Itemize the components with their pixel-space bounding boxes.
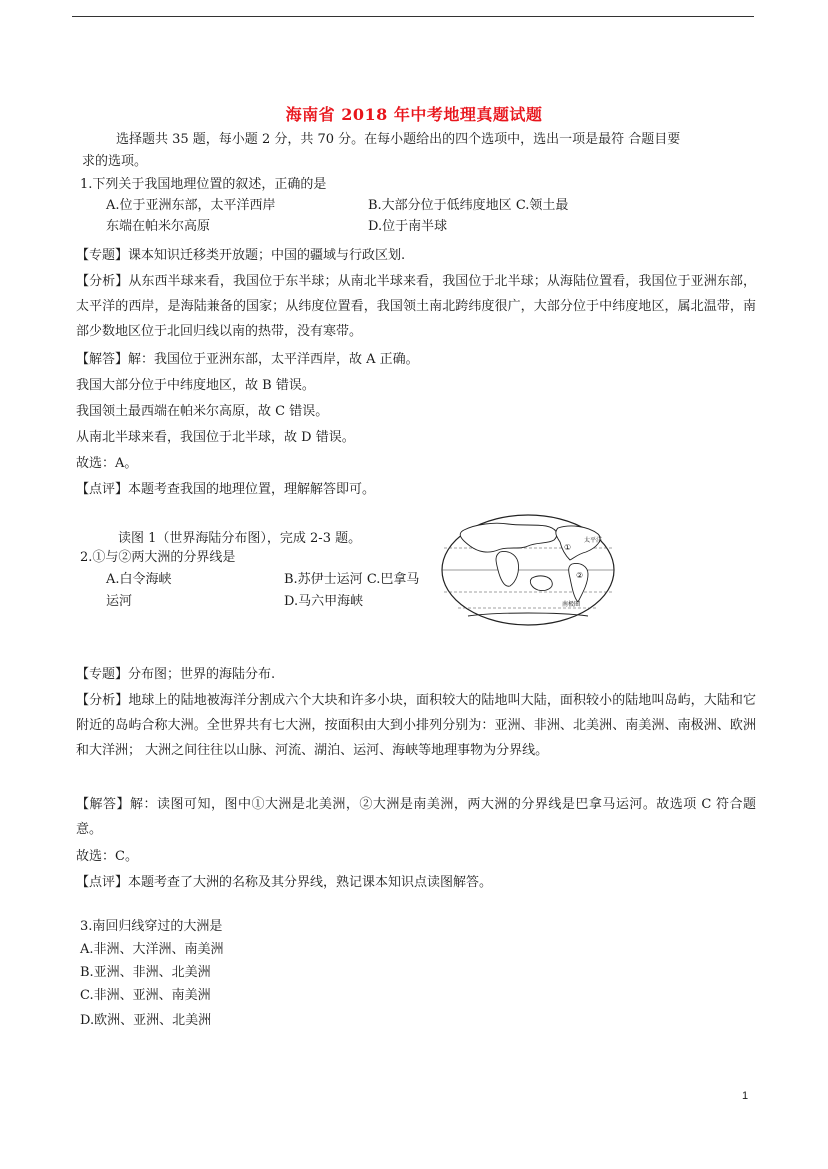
intro-text: 求的选项。	[82, 154, 148, 169]
topic-line: 【专题】分布图；世界的海陆分布.	[76, 667, 276, 682]
world-map-figure	[438, 512, 618, 628]
question-3-stem: 3.南回归线穿过的大洲是	[80, 919, 223, 934]
option-d: D.欧洲、亚洲、北美洲	[80, 1013, 212, 1028]
header-rule	[72, 16, 754, 17]
option-a: A.白令海峡	[106, 572, 172, 587]
comment-line: 【点评】本题考查我国的地理位置，理解解答即可。	[76, 482, 376, 497]
choice-line: 故选：A。	[76, 456, 138, 471]
answer-line: 我国大部分位于中纬度地区，故 B 错误。	[76, 378, 315, 393]
analysis-paragraph: 【分析】地球上的陆地被海洋分割成六个大块和许多小块，面积较大的陆地叫大陆，面积较小的陆地叫岛屿，大陆和它附近的岛屿合称大洲。全世界共有七大洲，按面积由大到小排列分别为：亚洲、非洲、北美洲、南美洲、南极洲、欧洲和大洋洲； 大洲之间往往以山脉、河流、湖泊、运河、海峡等地理事物为分界线。	[76, 693, 756, 758]
pacific-ocean-label: 太平洋	[584, 537, 603, 544]
option-c-continued: 东端在帕米尔高原	[106, 219, 211, 234]
question-2-lead: 读图 1（世界海陆分布图），完成 2-3 题。	[118, 531, 362, 546]
page-number: 1	[742, 1090, 749, 1102]
answer-paragraph: 【解答】解：读图可知，图中①大洲是北美洲，②大洲是南美洲，两大洲的分界线是巴拿马运河。故选项 C 符合题意。	[76, 797, 756, 837]
intro-text: 选择题共 35 题，每小题 2 分，共 70 分。在每小题给出的四个选项中，选出一项是最符 合题目要	[116, 132, 681, 147]
antarctic-circle-label: 南极圈	[562, 601, 581, 608]
option-a: A.位于亚洲东部，太平洋西岸	[106, 198, 276, 213]
option-c: C.非洲、亚洲、南美洲	[80, 988, 211, 1003]
marker-1-label: ①	[564, 543, 572, 552]
comment-line: 【点评】本题考查了大洲的名称及其分界线，熟记课本知识点读图解答。	[76, 875, 493, 890]
option-b-c: B.大部分位于低纬度地区 C.领土最	[368, 198, 569, 213]
answer-line: 【解答】解：我国位于亚洲东部，太平洋西岸，故 A 正确。	[76, 352, 419, 367]
answer-line: 我国领土最西端在帕米尔高原，故 C 错误。	[76, 404, 329, 419]
topic-line: 【专题】课本知识迁移类开放题；中国的疆域与行政区划.	[76, 248, 406, 263]
option-a: A.非洲、大洋洲、南美洲	[80, 942, 224, 957]
analysis-paragraph: 【分析】从东西半球来看，我国位于东半球；从南北半球来看，我国位于北半球；从海陆位置看，我国位于亚洲东部，太平洋的西岸，是海陆兼备的国家；从纬度位置看，我国领土南北跨纬度很广，大部分位于中纬度地区，属北温带，南部少数地区位于北回归线以南的热带，没有寒带。	[76, 274, 756, 339]
option-d: D.马六甲海峡	[284, 594, 364, 609]
question-1-stem: 1.下列关于我国地理位置的叙述，正确的是	[80, 177, 327, 192]
choice-line: 故选：C。	[76, 849, 138, 864]
option-d: D.位于南半球	[368, 219, 448, 234]
option-b: B.亚洲、非洲、北美洲	[80, 965, 211, 980]
option-c-continued: 运河	[106, 594, 133, 609]
option-b-c: B.苏伊士运河 C.巴拿马	[284, 572, 420, 587]
answer-line: 从南北半球来看，我国位于北半球，故 D 错误。	[76, 430, 355, 445]
page-title: 海南省 2018 年中考地理真题试题	[285, 105, 543, 124]
question-2-stem: 2.①与②两大洲的分界线是	[80, 550, 236, 565]
marker-2-label: ②	[576, 571, 584, 580]
